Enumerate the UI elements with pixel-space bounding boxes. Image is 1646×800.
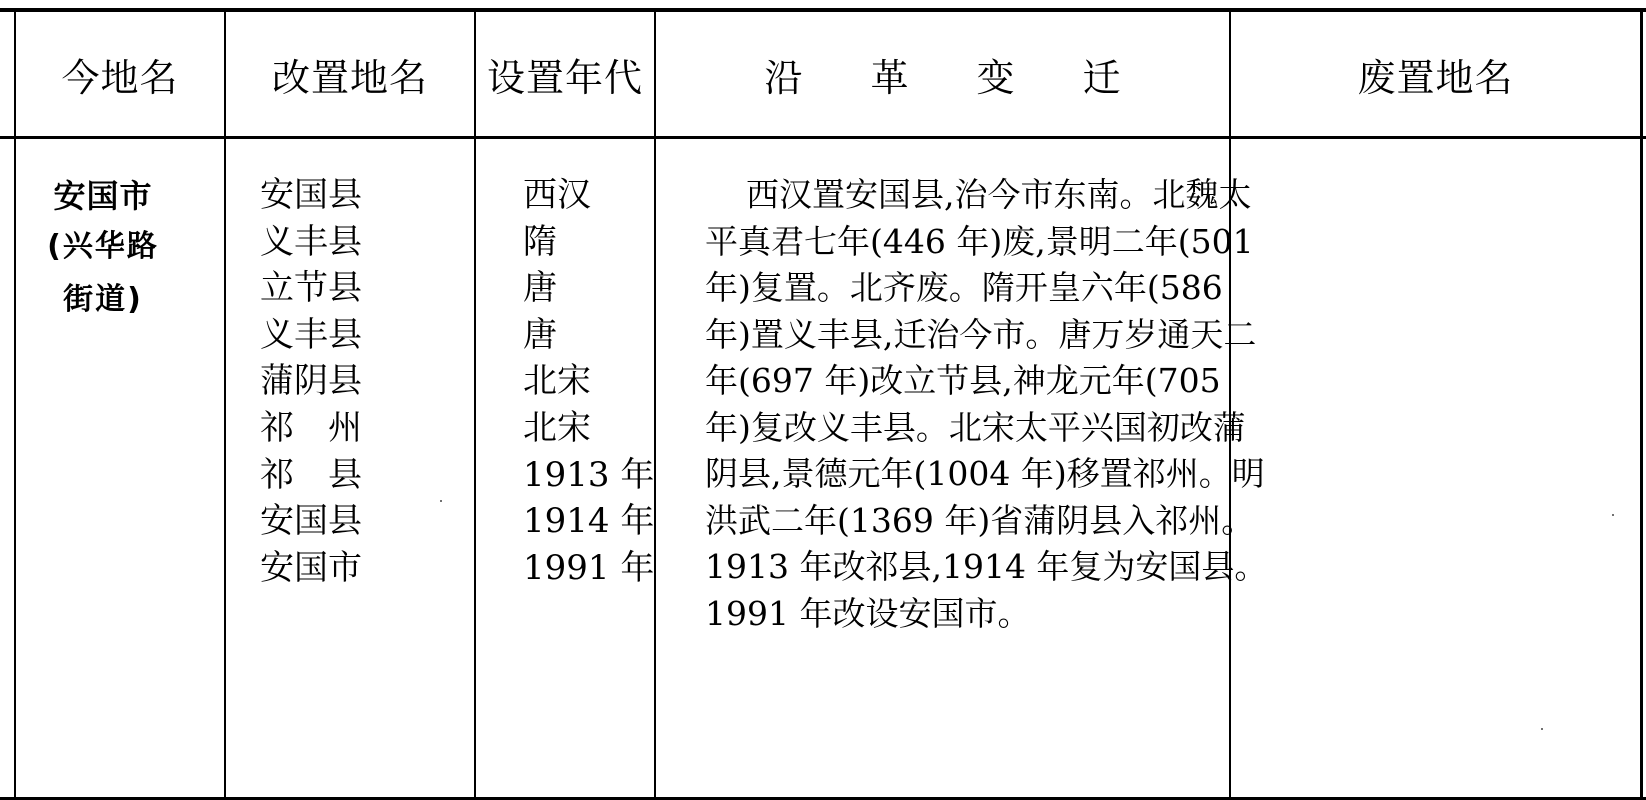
renamed-place-item: 安国市 [260,547,362,588]
established-era-item: 隋 [523,221,557,262]
header-renamed-place: 改置地名 [271,55,428,100]
established-era-item: 北宋 [523,361,591,402]
renamed-place-item: 祁 县 [260,454,362,495]
renamed-place-item: 义丰县 [260,221,362,262]
header-abolished-place: 废置地名 [1357,55,1514,100]
established-era-item: 1991 年 [523,547,655,588]
current-name-cell [28,172,178,326]
established-era-item: 唐 [523,268,557,309]
renamed-place-item: 义丰县 [260,314,362,355]
header-established-era: 设置年代 [486,55,643,100]
renamed-place-item: 安国县 [260,175,362,215]
scan-speck [1612,514,1614,516]
history-text: 西汉置安国县,治今市东南。北魏太平真君七年(446 年)废,景明二年(501 年)复置。北齐废。隋开皇六年(586 年)置义丰县,迁治今市。唐万岁通天二年(697 年)改立节县,神龙元年(705 年)复改义丰县。北宋太平兴国初改蒲阴县,景德元年(1004 年)移置祁州。明洪武二年(1369 年)省蒲阴县入祁州。1913 年改祁县,1914 年复为安国县。1991 年改设安国市。 [705,175,1268,633]
established-era-item: 1914 年 [523,501,655,542]
current-name-sub-line-1: (兴华路 [47,229,159,264]
renamed-place-item: 立节县 [260,268,362,309]
established-era-item: 西汉 [523,175,591,215]
renamed-places-cell [260,172,410,591]
scan-speck [440,500,442,502]
established-era-item: 唐 [523,314,557,355]
current-name-main: 安国市 [53,177,153,215]
header-current-name: 今地名 [61,55,179,100]
current-name-sub-line-2: 街道) [63,282,143,317]
header-history: 沿 革 变 迁 [764,55,1149,100]
established-era-item: 1913 年 [523,454,655,495]
established-eras-cell [523,172,653,591]
established-era-item: 北宋 [523,407,591,448]
renamed-place-item: 蒲阴县 [260,361,362,402]
column-divider-right-edge [1640,8,1643,800]
renamed-place-item: 祁 州 [260,407,362,448]
renamed-place-item: 安国县 [260,501,362,542]
scan-speck [1541,728,1543,730]
